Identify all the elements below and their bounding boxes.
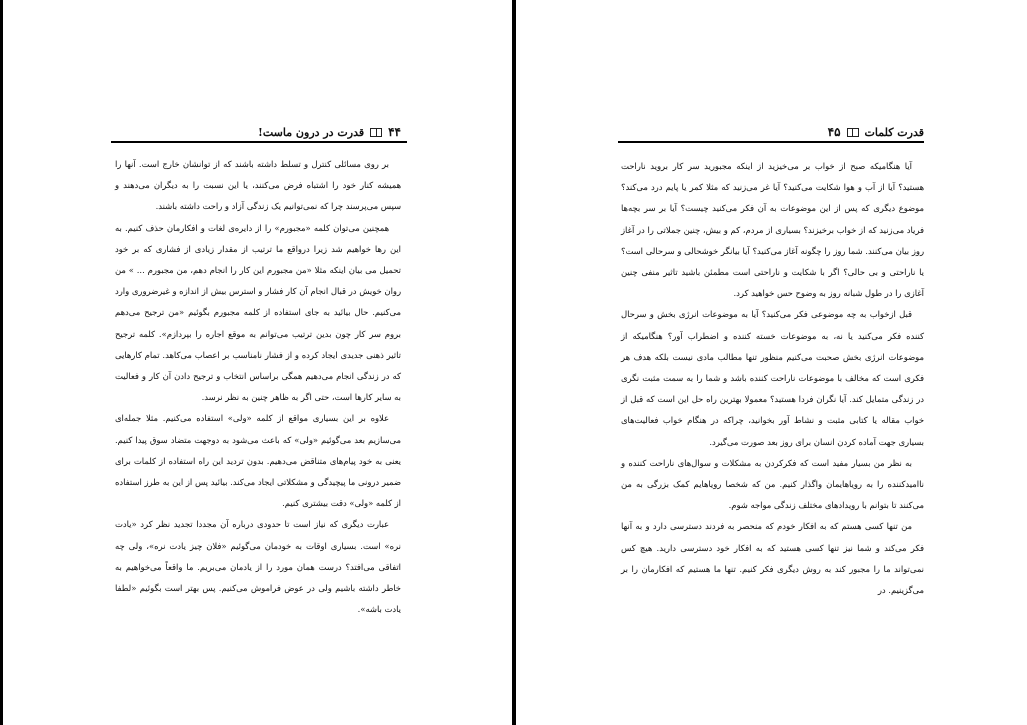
right-page bbox=[516, 0, 1027, 725]
paragraph: عبارت دیگری که نیاز است تا حدودی درباره آن مجددا تجدید نظر کرد «یادت نره» است. بسیاری اوقات به خودمان می‌گوئیم «فلان چیز یادت نره»، ولی چه اتفاقی می‌افتد؟ درست همان مورد را از یادمان می‌بریم. ما واقعاً می‌خواهیم به خاطر داشته باشیم ولی در عوض فراموش می‌کنیم. پس بهتر است بگوئیم «لطفا یادت باشه». bbox=[115, 519, 401, 615]
body-text bbox=[621, 156, 924, 601]
header-rule bbox=[618, 141, 924, 143]
paragraph: همچنین می‌توان کلمه «مجبورم» را از دایره‌ی لغات و افکارمان حذف کنیم. به این رها خواهیم شد زیرا درواقع ما ترتیب از مقدار زیادی از فشاری که بر خود تحمیل می بیان اینکه مثلا «من مجبورم این کار را انجام دهم، من مجبورم ... » من روان خویش در قبال انجام آن کار فشار و استرس بیش از اندازه و غیرضروری وارد می‌کنیم. حال بیائید به جای استفاده از کلمه مجبورم بگوئیم «من ترجیح می‌دهم بروم سر کار چون بدین ترتیب می‌توانم به موقع اجاره را بپردازم». کلمه ترجیح تاثیر ذهنی جدیدی ایجاد کرده و از فشار نامناسب بر اعصاب می‌کاهد. تمام کارهایی که در زندگی انجام می‌دهیم همگی براساس انتخاب و ترجیح دادن آن کار و فعالیت به سایر کارها است، حتی اگر به ظاهر چنین به نظر نرسد. bbox=[115, 222, 401, 403]
running-head bbox=[621, 122, 924, 142]
paragraph: آیا هنگامیکه صبح از خواب بر می‌خیزید از اینکه مجبورید سر کار بروید ناراحت هستید؟ آیا از آب و هوا شکایت می‌کنید؟ آیا غر می‌زنید که مثلا کمر یا پایم درد می‌کند؟ موضوع دیگری که پس از این موضوعات به آن فکر می‌کنید چیست؟ آیا بر سر بچه‌ها فریاد می‌زنید که از خواب برخیزند؟ بسیاری از مردم، کم و بیش، چنین جملاتی را در آغاز روز بیان می‌کنند. شما روز را چگونه آغاز می‌کنید؟ آیا بیانگر خوشحالی و سرحالی است؟ یا ناراحتی و بی حالی؟ اگر با شکایت و ناراحتی است مطمئن باشید تاثیر منفی چنین آغازی را در طول شبانه روز به وضوح حس خواهید کرد. bbox=[621, 161, 924, 299]
left-page bbox=[3, 0, 512, 725]
paragraph: قبل ازخواب به چه موضوعی فکر می‌کنید؟ آیا به موضوعات انرژی بخش و سرحال کننده فکر می‌کنید یا نه، به موضوعات خسته کننده و اضطراب آور؟ هنگامیکه از موضوعات انرژی بخش صحبت می‌کنیم منظور تنها مطالب مادی نیست بلکه هدف هر فکری است که مخالف با موضوعات ناراحت کننده باشد و شما را به سمت مثبت نگری در زندگی متمایل کند. آیا نگران فردا هستید؟ معمولا بهترین راه حل این است که قبل از خواب مقاله یا کتابی مثبت و نشاط آور بخوانید، چراکه در هنگام خواب فعالیت‌های بسیاری جهت آماده کردن انسان برای روز بعد صورت می‌گیرد. bbox=[621, 309, 924, 447]
paragraph: به نظر من بسیار مفید است که فکرکردن به مشکلات و سوال‌های ناراحت کننده و ناامیدکننده را به رویاهایمان واگذار کنیم. من که شخصا رویاهایم کمک بزرگی به من می‌کنند تا بتوانم با رویدادهای مختلف زندگی مواجه شوم. bbox=[621, 457, 924, 511]
book-icon bbox=[370, 128, 382, 137]
paragraph: علاوه بر این بسیاری مواقع از کلمه «ولی» استفاده می‌کنیم. مثلا جمله‌ای می‌سازیم بعد می‌گوئیم «ولی» که باعث می‌شود به دوجهت متضاد سوق پیدا کنیم. یعنی به خود پیام‌های متناقض می‌دهیم. بدون تردید این راه استفاده از کلمات برای ضمیر درونی ما پیچیدگی و مشکلاتی ایجاد می‌کند. بیائید پس از این به طرز استفاده از کلمه «ولی» دقت بیشتری کنیم. bbox=[115, 413, 401, 509]
paragraph: من تنها کسی هستم که به افکار خودم که منحصر به فردند دسترسی دارد و به آنها فکر می‌کند و شما نیز تنها کسی هستید که به افکار خود دسترسی دارید. هیچ کس نمی‌تواند ما را مجبور کند به روش دیگری فکر کنیم. تنها ما هستیم که افکارمان را بر می‌گزینیم. در bbox=[621, 521, 924, 596]
running-head-title: قدرت کلمات bbox=[864, 125, 924, 139]
book-icon bbox=[847, 128, 859, 137]
body-text bbox=[115, 154, 401, 620]
header-rule bbox=[111, 141, 407, 143]
page-number: ۴۵ bbox=[827, 125, 841, 139]
paragraph: بر روی مسائلی کنترل و تسلط داشته باشند که از توانشان خارج است. آنها را همیشه کنار خود را اشتباه فرض می‌کنند، یا این نسبت را به دیگران می‌دهند و سپس می‌پرسند چرا که نمی‌توانیم یک زندگی آزاد و راحت داشته باشند. bbox=[115, 159, 401, 212]
running-head bbox=[115, 122, 401, 142]
running-head-title: قدرت در درون ماست! bbox=[258, 125, 365, 139]
page-number: ۴۴ bbox=[388, 125, 401, 139]
